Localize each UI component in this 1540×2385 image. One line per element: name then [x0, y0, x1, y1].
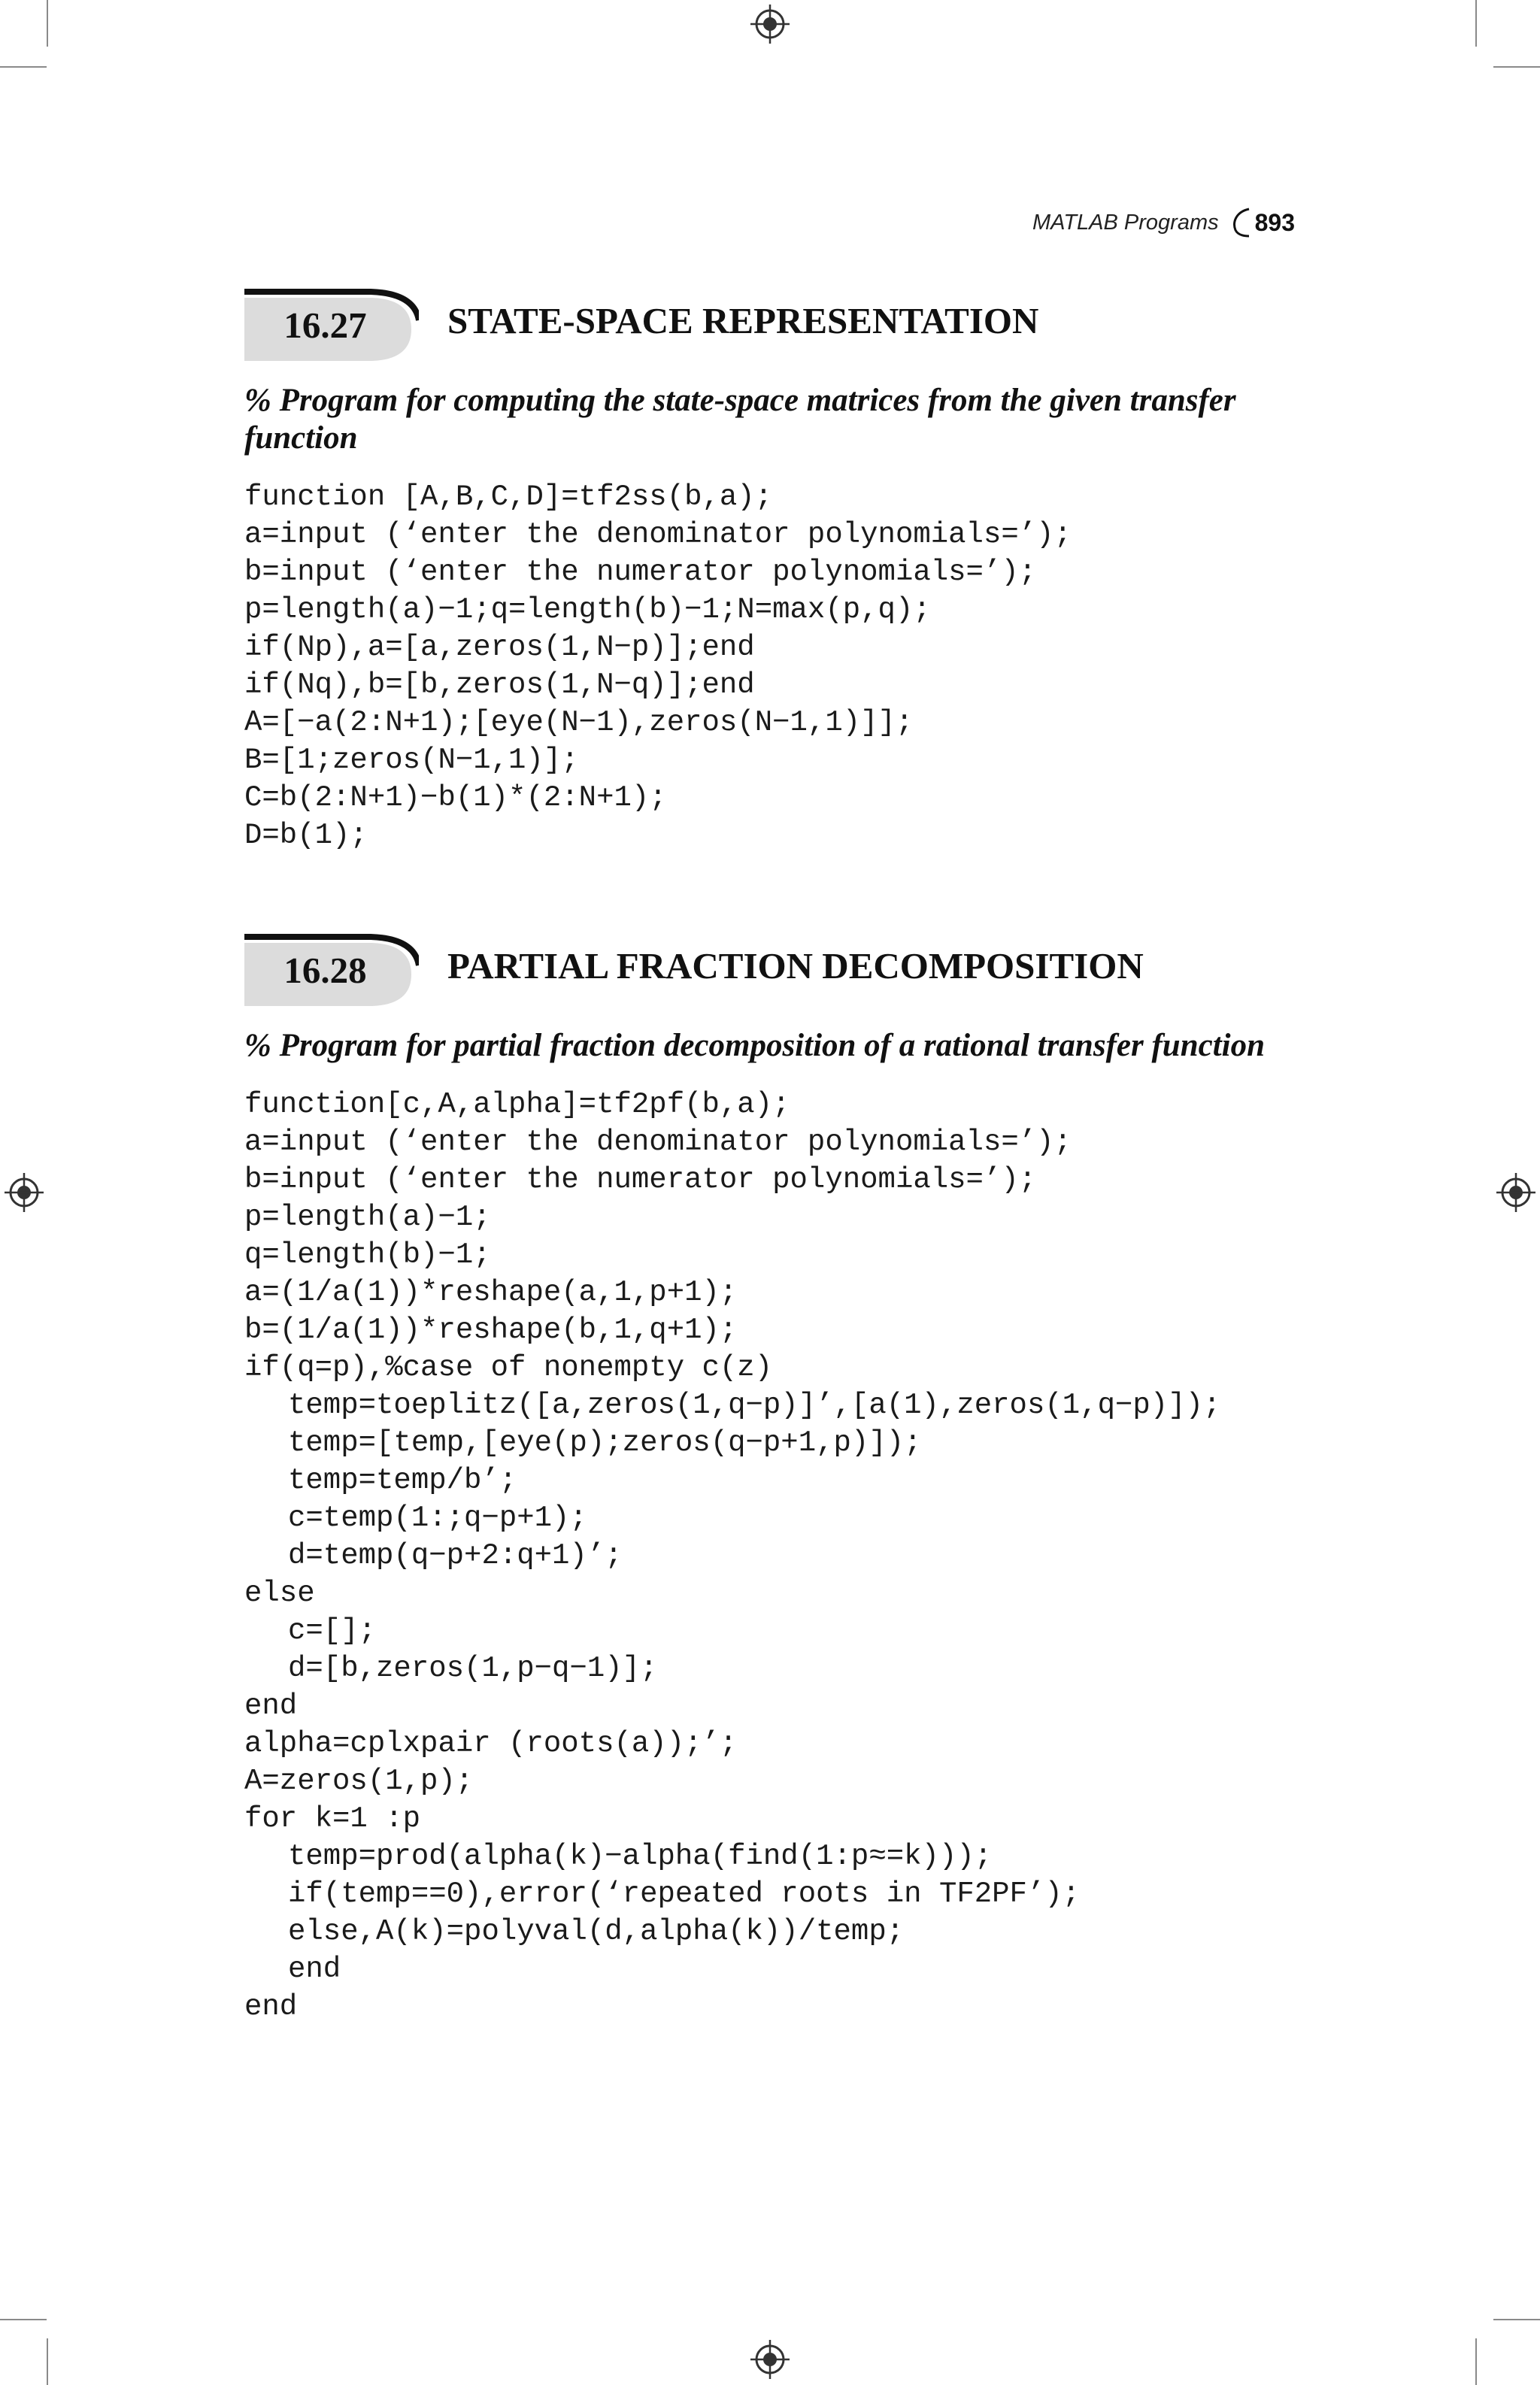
crop-mark-bottom-left: [47, 2338, 48, 2385]
code-line: temp=toeplitz([a,zeros(1,q−p)]’,[a(1),zeros(1,q−p)]);: [288, 1389, 1221, 1422]
code-line: else: [244, 1577, 315, 1610]
code-line: p=length(a)−1;: [244, 1201, 491, 1234]
code-line: end: [244, 1690, 298, 1723]
code-line: for k=1 :p: [244, 1802, 421, 1835]
code-line: temp=prod(alpha(k)−alpha(find(1:p≈=k)));: [288, 1840, 993, 1873]
registration-mark-left-icon: [5, 1173, 44, 1212]
crop-mark-top-left-h: [0, 66, 47, 68]
code-line: b=input (‘enter the numerator polynomials=’);: [244, 556, 1037, 589]
running-title: MATLAB Programs: [1032, 210, 1219, 235]
code-block: [244, 478, 1297, 854]
code-line: d=[b,zeros(1,p−q−1)];: [288, 1652, 658, 1685]
crop-mark-top-right-h: [1493, 66, 1540, 68]
code-line: q=length(b)−1;: [244, 1238, 491, 1271]
code-line: else,A(k)=polyval(d,alpha(k))/temp;: [288, 1915, 905, 1948]
code-line: d=temp(q−p+2:q+1)’;: [288, 1539, 623, 1572]
code-line: end: [288, 1953, 341, 1986]
code-line: if(q=p),%case of nonempty c(z): [244, 1351, 773, 1384]
code-line: end: [244, 1990, 298, 2023]
section-16-27: [244, 287, 1297, 854]
page-number-block: [1231, 208, 1295, 238]
code-block: [244, 1086, 1297, 2026]
section-heading: [244, 932, 1297, 1011]
code-line: p=length(a)−1;q=length(b)−1;N=max(p,q);: [244, 593, 931, 626]
code-line: b=(1/a(1))*reshape(b,1,q+1);: [244, 1314, 738, 1347]
code-line: a=input (‘enter the denominator polynomials=’);: [244, 518, 1072, 551]
code-line: function[c,A,alpha]=tf2pf(b,a);: [244, 1088, 790, 1121]
program-comment: % Program for computing the state-space matrices from the given transfer function: [244, 383, 1236, 456]
crop-mark-top-right: [1475, 0, 1477, 47]
code-line: temp=temp/b’;: [288, 1464, 517, 1497]
code-line: alpha=cplxpair (roots(a));’;: [244, 1727, 738, 1760]
code-line: if(Np),a=[a,zeros(1,N−p)];end: [244, 631, 755, 664]
crop-mark-bottom-left-h: [0, 2319, 47, 2320]
code-line: D=b(1);: [244, 819, 368, 852]
code-line: c=[];: [288, 1614, 377, 1647]
code-line: b=input (‘enter the numerator polynomials=’);: [244, 1163, 1037, 1196]
program-comment: % Program for partial fraction decomposition of a rational transfer function: [244, 1028, 1265, 1063]
code-line: if(Nq),b=[b,zeros(1,N−q)];end: [244, 668, 755, 702]
crop-mark-bottom-right-h: [1493, 2319, 1540, 2320]
code-line: C=b(2:N+1)−b(1)*(2:N+1);: [244, 781, 667, 814]
code-line: a=(1/a(1))*reshape(a,1,p+1);: [244, 1276, 738, 1309]
running-header: [1032, 208, 1295, 238]
section-number: 16.27: [283, 305, 367, 346]
code-line: B=[1;zeros(N−1,1)];: [244, 744, 579, 777]
section-title: PARTIAL FRACTION DECOMPOSITION: [447, 945, 1144, 986]
code-line: A=zeros(1,p);: [244, 1765, 474, 1798]
page-curl-icon: [1231, 208, 1250, 238]
code-line: temp=[temp,[eye(p);zeros(q−p+1,p)]);: [288, 1426, 922, 1459]
crop-mark-bottom-right: [1475, 2338, 1477, 2385]
section-number: 16.28: [283, 950, 367, 991]
registration-mark-bottom-icon: [750, 2340, 790, 2379]
crop-mark-top-left: [47, 0, 48, 47]
section-16-28: [244, 932, 1297, 2026]
code-line: a=input (‘enter the denominator polynomials=’);: [244, 1126, 1072, 1159]
code-line: c=temp(1:;q−p+1);: [288, 1502, 587, 1535]
registration-mark-top-icon: [750, 5, 790, 44]
section-title: STATE-SPACE REPRESENTATION: [447, 300, 1039, 341]
code-line: A=[−a(2:N+1);[eye(N−1),zeros(N−1,1)]];: [244, 706, 914, 739]
code-line: if(temp==0),error(‘repeated roots in TF2PF’);: [288, 1877, 1081, 1911]
section-heading: [244, 287, 1297, 365]
code-line: function [A,B,C,D]=tf2ss(b,a);: [244, 480, 773, 514]
page-number: 893: [1254, 208, 1295, 236]
registration-mark-right-icon: [1496, 1173, 1535, 1212]
